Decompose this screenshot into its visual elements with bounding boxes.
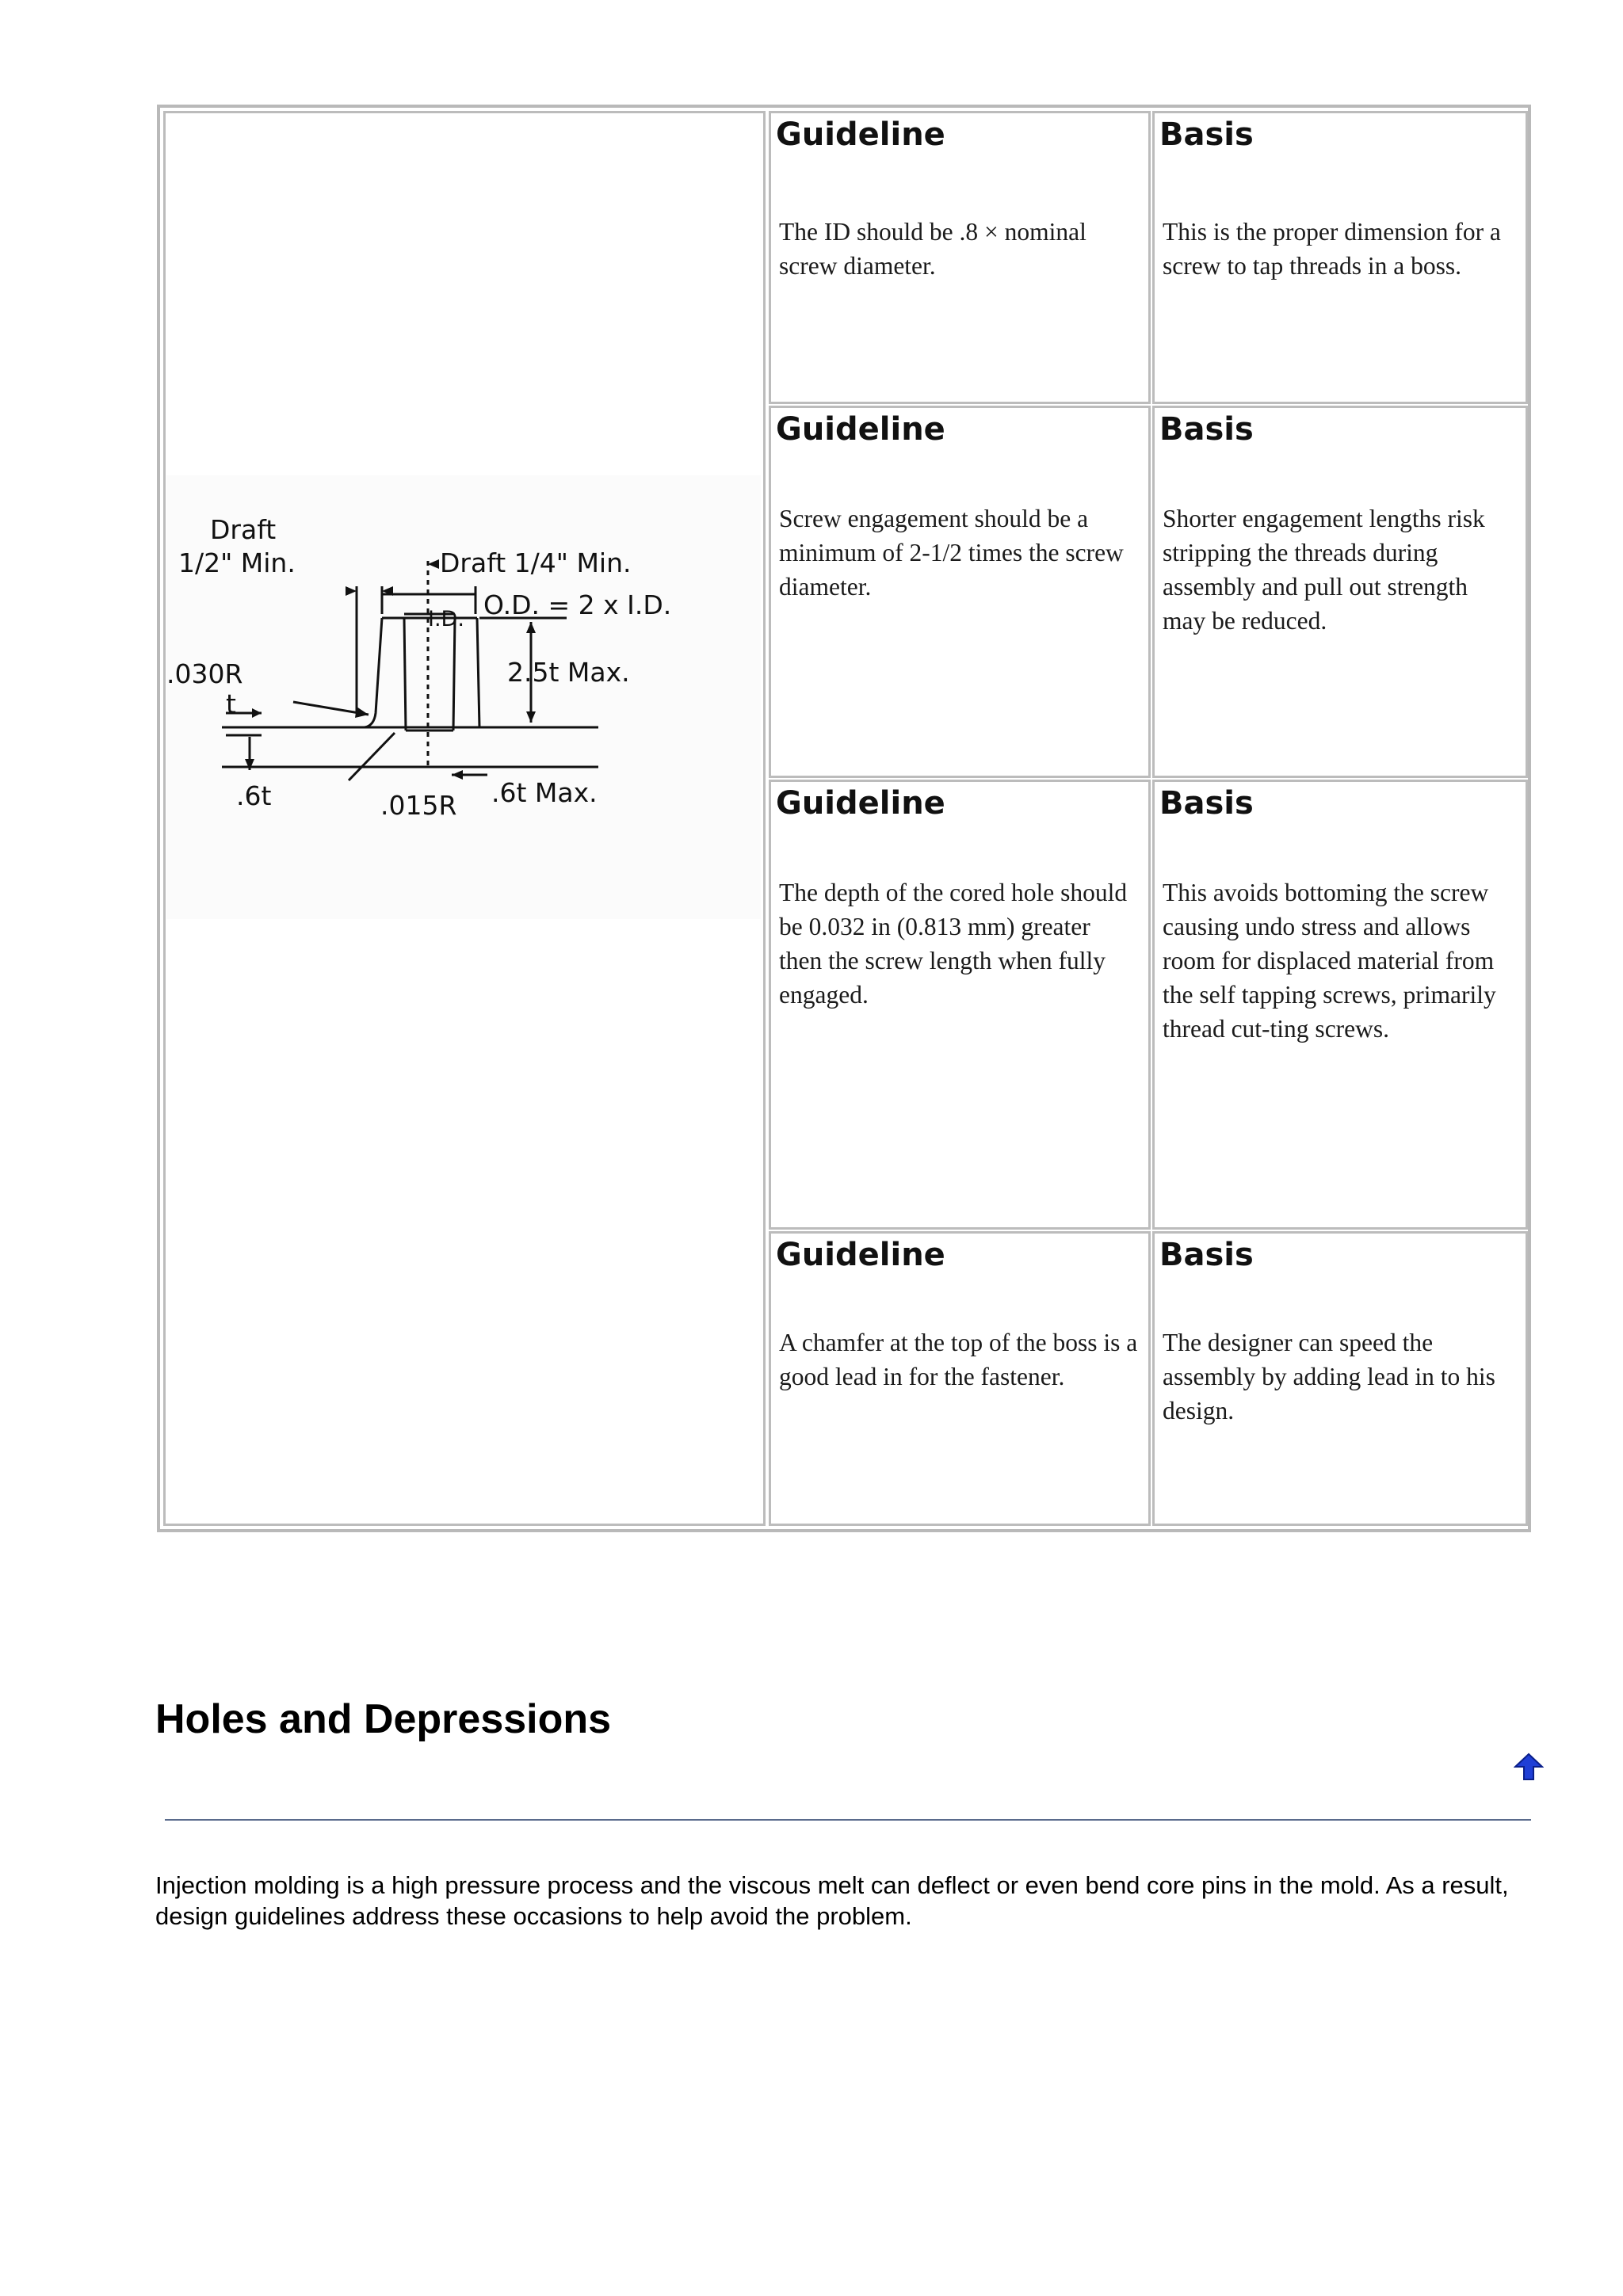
label-draft: Draft — [210, 514, 277, 545]
draft-left-arrow — [346, 586, 357, 596]
label-six-t-max: .6t Max. — [491, 777, 598, 808]
guideline-text: A chamfer at the top of the boss is a good lead in for the fastener. — [779, 1329, 1138, 1390]
guideline-header: Guideline — [776, 116, 945, 153]
hole-left-wall — [404, 618, 406, 730]
basis-cell-1 — [1152, 111, 1528, 404]
label-radius-030: .030R — [166, 658, 243, 689]
label-od: O.D. = 2 x I.D. — [483, 589, 672, 620]
basis-cell-2 — [1152, 406, 1528, 778]
basis-text: This avoids bottoming the screw causing undo stress and allows room for displaced material from the self tapping screws, primarily thread cut-ting screws. — [1163, 879, 1496, 1043]
label-draft-half-min: 1/2" Min. — [178, 547, 296, 578]
guideline-text: The depth of the cored hole should be 0.032 in (0.813 mm) greater then the screw length when fully engaged. — [779, 879, 1128, 1009]
guideline-header: Guideline — [776, 1237, 945, 1273]
boss-drawing — [166, 475, 761, 919]
section-paragraph: Injection molding is a high pressure process and the viscous melt can deflect or even bend core pins in the mold. As a result, design guidelines address these occasions to help avoid the problem. — [155, 1871, 1509, 1930]
basis-header: Basis — [1159, 785, 1254, 822]
guideline-cell-4 — [769, 1231, 1151, 1526]
label-id: I.D. — [428, 607, 464, 631]
height-up-arrow — [526, 622, 536, 633]
label-radius-015: .015R — [380, 790, 457, 821]
back-to-top-arrow-icon[interactable] — [1514, 1753, 1544, 1781]
basis-header: Basis — [1159, 1237, 1254, 1273]
section-title: Holes and Depressions — [155, 1696, 612, 1742]
section-divider — [165, 1819, 1531, 1821]
basis-header: Basis — [1159, 411, 1254, 448]
guideline-cell-2 — [769, 406, 1151, 778]
six-t-max-arrow — [452, 770, 463, 780]
label-t: t — [226, 688, 236, 719]
boss-right-wall — [477, 618, 479, 727]
basis-text: This is the proper dimension for a screw to tap threads in a boss. — [1163, 218, 1501, 280]
guideline-header: Guideline — [776, 785, 945, 822]
screw-boss-diagram — [166, 475, 761, 919]
boss-left-wall — [365, 618, 382, 727]
height-down-arrow — [526, 711, 536, 723]
basis-text: Shorter engagement lengths risk stripping the threads during assembly and pull out strength may be reduced. — [1163, 505, 1485, 635]
guideline-cell-1 — [769, 111, 1151, 404]
basis-cell-4 — [1152, 1231, 1528, 1526]
t-top-arrow — [252, 708, 262, 718]
radius-030-arrow — [355, 707, 369, 718]
basis-header: Basis — [1159, 116, 1254, 153]
draft-quarter-arrow — [428, 559, 439, 569]
basis-text: The designer can speed the assembly by adding lead in to his design. — [1163, 1329, 1495, 1425]
six-t-arrow — [245, 759, 254, 770]
radius-015-leader — [349, 733, 395, 780]
guideline-text: Screw engagement should be a minimum of 2-1/2 times the screw diameter. — [779, 505, 1124, 601]
guideline-header: Guideline — [776, 411, 945, 448]
label-six-t: .6t — [236, 780, 272, 811]
label-max-25t: 2.5t Max. — [507, 657, 630, 688]
guideline-text: The ID should be .8 × nominal screw diameter. — [779, 218, 1086, 280]
hole-right-wall — [453, 618, 455, 730]
label-draft-quarter-min: Draft 1/4" Min. — [440, 547, 632, 578]
guideline-cell-3 — [769, 780, 1151, 1230]
basis-cell-3 — [1152, 780, 1528, 1230]
